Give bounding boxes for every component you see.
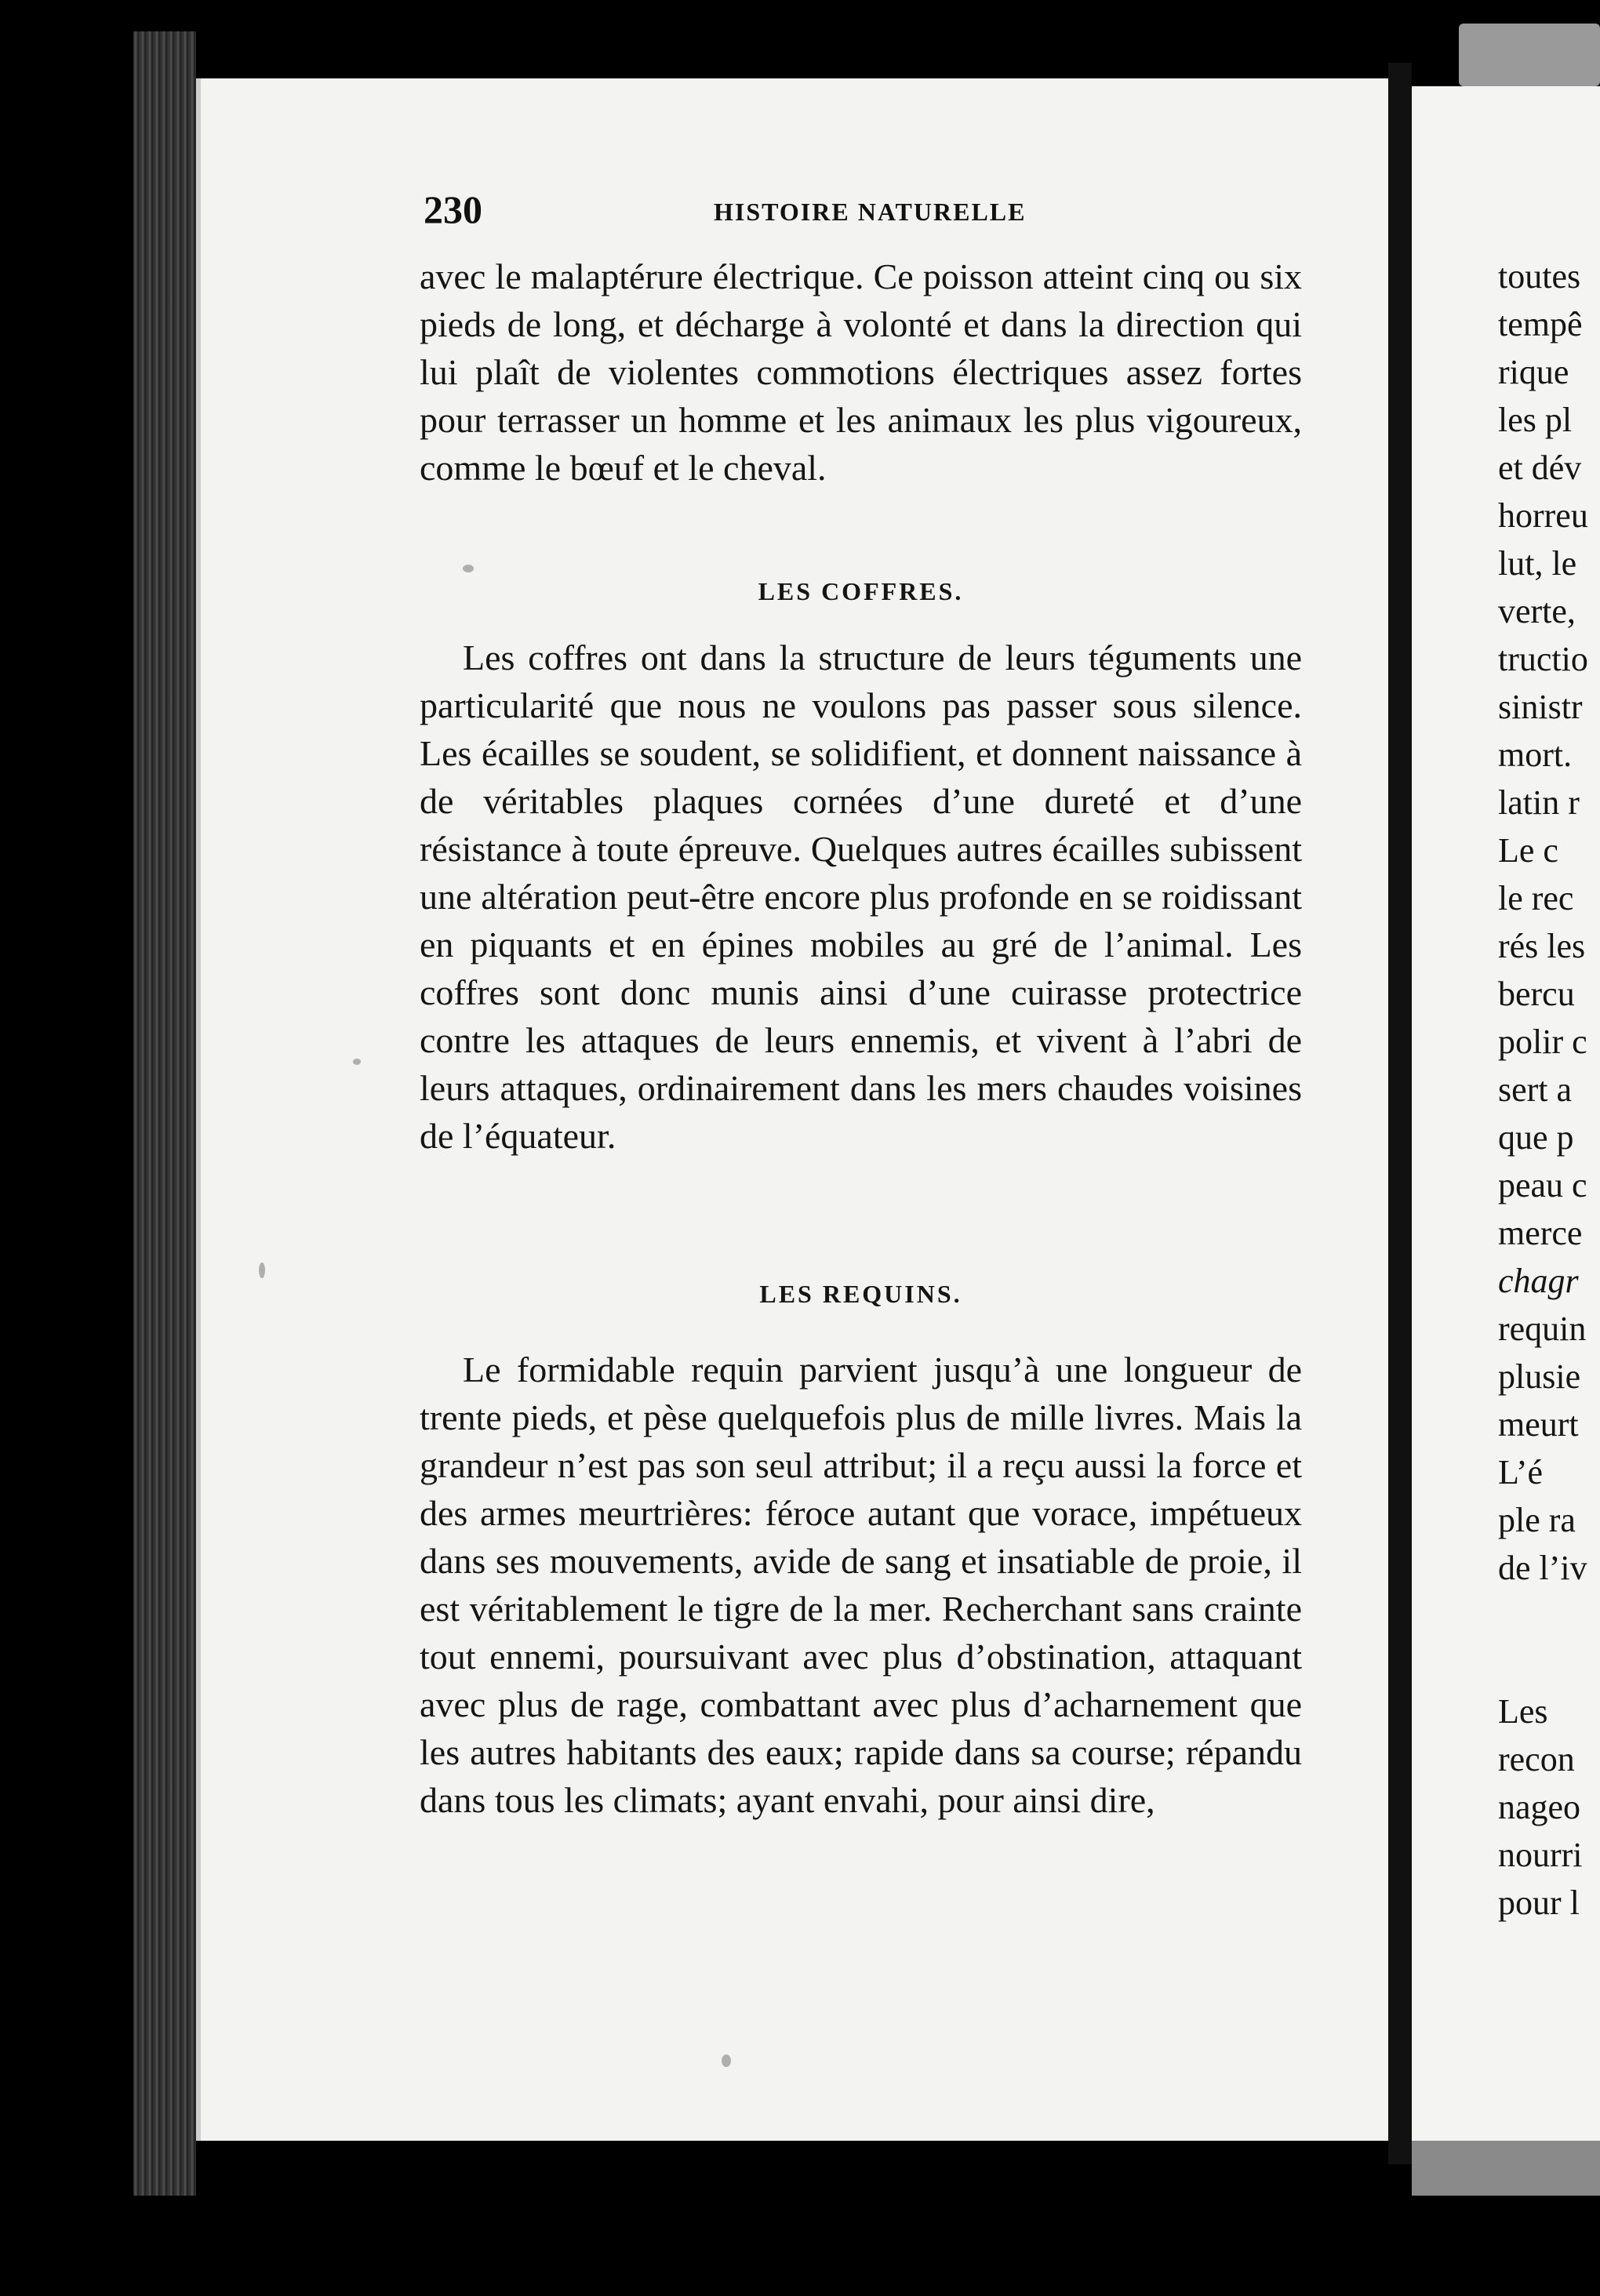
- facing-page-line: sert a: [1498, 1070, 1573, 1109]
- paper-speck: [722, 2054, 731, 2067]
- facing-page-line: que p: [1498, 1118, 1574, 1157]
- facing-page-line: ple ra: [1498, 1501, 1576, 1539]
- page-number: 230: [424, 187, 482, 231]
- running-title: HISTOIRE NATURELLE: [714, 198, 1027, 226]
- right-page-ornament-top: [1459, 24, 1600, 86]
- facing-page-line: sinistr: [1498, 688, 1583, 726]
- facing-page-line: et dév: [1498, 449, 1582, 487]
- facing-page-line: [1498, 1592, 1600, 1640]
- facing-page-line: tructio: [1498, 640, 1588, 678]
- paper-speck: [259, 1262, 265, 1278]
- requins-paragraph: Le formidable requin parvient jusqu’à une longueur de trente pieds, et pèse quelquefois plus de mille livres. Mais la grandeur n’est pas son seul attribut; il a reçu aussi la force et des armes meurtrières: féroce autant que vorace, impétueux dans ses mouvements, avide de sang et insatiable de proie, il est véritablement le tigre de la mer. Recherchant sans crainte tout ennemi, poursuivant avec plus d’obstination, attaquant avec plus de rage, combattant avec plus d’acharnement que les autres habitants des eaux; rapide dans sa course; répandu dans tous les climats; ayant envahi, pour ainsi dire,: [420, 1350, 1302, 1820]
- facing-page-line: rique: [1498, 353, 1569, 391]
- facing-page-line: pour l: [1498, 1884, 1580, 1922]
- paper-speck: [353, 1059, 361, 1065]
- facing-page-line: Le c: [1498, 831, 1558, 870]
- facing-page-text: [1498, 252, 1600, 1927]
- facing-page-line: nourri: [1498, 1836, 1583, 1874]
- facing-page-line: toutes: [1498, 257, 1581, 296]
- intro-paragraph: avec le malaptérure électrique. Ce poisson atteint cinq ou six pieds de long, et décharge à volonté et dans la direction qui lui plaît de violentes commotions électriques assez fortes pour terrasser un homme et les animaux les plus vigoureux, comme le bœuf et le cheval.: [420, 256, 1302, 488]
- facing-page-line: plusie: [1498, 1357, 1581, 1396]
- facing-page-line: latin r: [1498, 783, 1580, 822]
- facing-page-line: peau c: [1498, 1166, 1587, 1204]
- facing-page-line: recon: [1498, 1740, 1575, 1778]
- page-stack-edge: [133, 31, 196, 2196]
- facing-page-line: [1498, 1640, 1600, 1687]
- facing-page-line: L’é: [1498, 1453, 1544, 1491]
- facing-page-line: lut, le: [1498, 544, 1577, 583]
- facing-page-line: horreu: [1498, 496, 1588, 535]
- section-heading-requins: LES REQUINS.: [759, 1280, 962, 1308]
- facing-page-line: mort.: [1498, 736, 1573, 774]
- facing-page-line: bercu: [1498, 975, 1575, 1013]
- coffres-paragraph-block: [420, 634, 1302, 1160]
- facing-page-line: polir c: [1498, 1023, 1587, 1061]
- facing-page-line: les pl: [1498, 401, 1573, 439]
- facing-page-line: requin: [1498, 1310, 1587, 1348]
- paper-speck: [463, 565, 474, 572]
- section-heading-coffres: LES COFFRES.: [758, 577, 964, 605]
- book-gutter: [1388, 63, 1412, 2164]
- right-page-ornament-bottom: [1412, 2141, 1600, 2196]
- facing-page-line: verte,: [1498, 592, 1576, 630]
- requins-paragraph-block: [420, 1346, 1302, 1824]
- facing-page-line: meurt: [1498, 1405, 1579, 1444]
- facing-page-line: rés les: [1498, 927, 1586, 965]
- intro-paragraph-block: [420, 252, 1302, 492]
- running-head: [424, 187, 1286, 234]
- facing-page-line: de l’iv: [1498, 1549, 1587, 1587]
- coffres-paragraph: Les coffres ont dans la structure de leurs téguments une particularité que nous ne voulons pas passer sous silence. Les écailles se soudent, se solidifient, et donnent naissance à de véritables plaques cornées d’une dureté et d’une résistance à toute épreuve. Quelques autres écailles subissent une altération peut-être encore plus profonde en se roidissant en piquants et en épines mobiles au gré de l’animal. Les coffres sont donc munis ainsi d’une cuirasse protectrice contre les attaques de leurs ennemis, et vivent à l’abri de leurs attaques, ordinairement dans les mers chaudes voisines de l’équateur.: [420, 638, 1302, 1156]
- facing-page-line: merce: [1498, 1214, 1583, 1252]
- facing-page-line: tempê: [1498, 305, 1583, 343]
- facing-page-line: nageo: [1498, 1788, 1581, 1826]
- facing-page-line: le rec: [1498, 879, 1574, 917]
- facing-page-line: chagr: [1498, 1262, 1579, 1300]
- facing-page-line: Les: [1498, 1692, 1548, 1731]
